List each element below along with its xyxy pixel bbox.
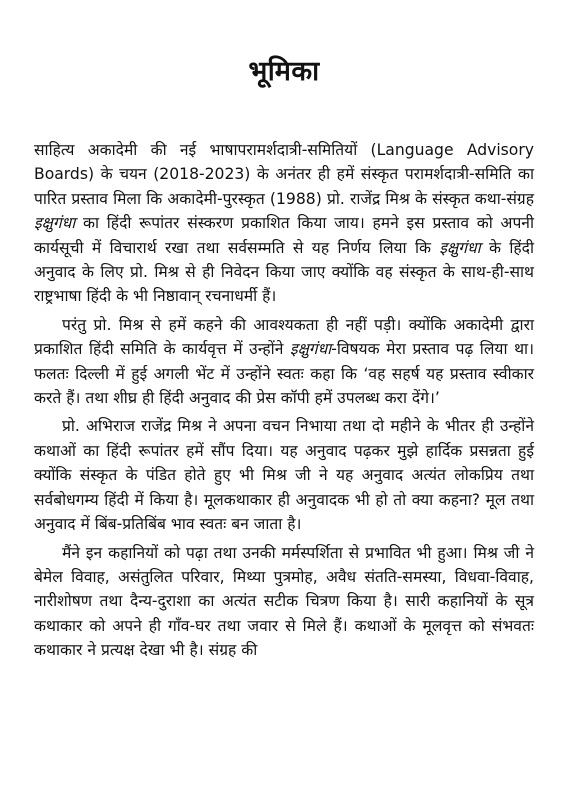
text-segment: साहित्य अकादेमी की नई भाषापरामर्शदात्री-समितियों (Language Advisory Boards) के चयन (2018-2023) के अनंतर ही हमें संस्कृत परामर्शदात्री-समिति का पारित प्रस्ताव मिला कि अकादेमी-पुरस्कृत (1988) प्रो. राजेंद्र मिश्र के संस्कृत कथा-संग्रह — [34, 141, 534, 208]
paragraph-2 — [34, 313, 534, 411]
body-text — [34, 138, 534, 663]
paragraph-1 — [34, 138, 534, 309]
text-segment: -विषयक मेरा प्रस्ताव पढ़ लिया था। फलतः दिल्ली में हुई अगली भेंट में उन्होंने स्वतः कहा कि ‘वह सहर्ष यह प्रस्ताव स्वीकार करते हैं। तथा शीघ्र ही हिंदी अनुवाद की प्रेस कॉपी हमें उपलब्ध करा देंगे।’ — [34, 340, 534, 408]
page-title: भूमिका — [248, 56, 320, 87]
text-segment: के हिंदी अनुवाद के लिए प्रो. मिश्र से ही निवेदन किया जाए क्योंकि वह संस्कृत के साथ-ही-साथ राष्ट्रभाषा हिंदी के भी निष्ठावान् रचनाधर्मी हैं। — [34, 238, 534, 306]
book-title-italic: इक्षुगंधा — [34, 214, 76, 233]
paragraph-3 — [34, 414, 534, 536]
text-segment: मैंने इन कहानियों को पढ़ा तथा उनकी मर्मस्पर्शिता से प्रभावित भी हुआ। मिश्र जी ने बेमेल विवाह, असंतुलित परिवार, मिथ्या पुत्रमोह, अवैध संतति-समस्या, विधवा-विवाह, नारीशोषण तथा दैन्य-दुराशा का अत्यंत सटीक चित्रण किया है। सारी कहानियों के सूत्र कथाकार को अपने ही गाँव-घर तथा जवार से मिले हैं। कथाओं के मूलवृत्त को संभवतः कथाकार ने प्रत्यक्ष देखा भी है। संग्रह की — [34, 543, 534, 660]
book-title-italic: इक्षुगंधा — [289, 340, 332, 359]
text-segment: प्रो. अभिराज राजेंद्र मिश्र ने अपना वचन निभाया तथा दो महीने के भीतर ही उन्होंने कथाओं का हिंदी रूपांतर हमें सौंप दिया। यह अनुवाद पढ़कर मुझे हार्दिक प्रसन्नता हुई क्योंकि संस्कृत के पंडित होते हुए भी मिश्र जी ने यह अनुवाद अत्यंत लोकप्रिय तथा सर्वबोधगम्य हिंदी में किया है। मूलकथाकार ही अनुवादक भी हो तो क्या कहना? मूल तथा अनुवाद में बिंब-प्रतिबिंब भाव स्वतः बन जाता है। — [34, 417, 534, 534]
paragraph-4 — [34, 541, 534, 663]
book-title-italic: इक्षुगंधा — [439, 238, 481, 257]
text-segment: का हिंदी रूपांतर संस्करण प्रकाशित किया जाय। हमने इस प्रस्ताव को अपनी कार्यसूची में विचारार्थ रखा तथा सर्वसम्मति से यह निर्णय लिया कि — [34, 214, 534, 257]
text-segment: परंतु प्रो. मिश्र से हमें कहने की आवश्यकता ही नहीं पड़ी। क्योंकि अकादेमी द्वारा प्रकाशित हिंदी समिति के कार्यवृत्त में उन्होंने — [34, 315, 534, 359]
